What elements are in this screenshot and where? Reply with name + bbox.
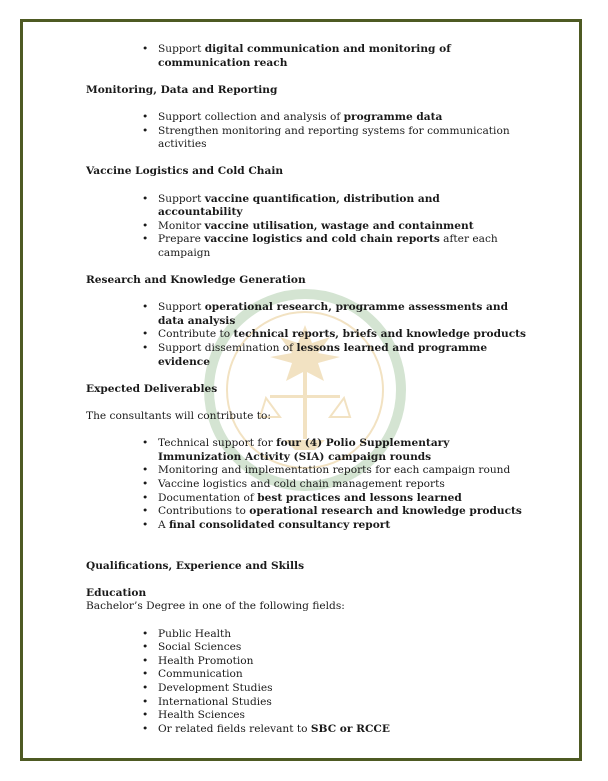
list-item: • International Studies	[158, 696, 526, 710]
subheading-education: Education	[86, 586, 147, 599]
education-intro: Bachelor’s Degree in one of the following fields:	[86, 600, 345, 613]
intro-bullet-list	[86, 43, 526, 70]
section-heading-deliverables: Expected Deliverables	[86, 382, 218, 395]
list-item: • Monitor vaccine utilisation, wastage and containment	[158, 220, 526, 234]
deliverables-intro: The consultants will contribute to:	[86, 410, 271, 423]
list-item: • A final consolidated consultancy report	[158, 519, 526, 533]
list-item: • Documentation of best practices and lessons learned	[158, 492, 526, 506]
list-item: • Health Promotion	[158, 655, 526, 669]
list-item: • Support operational research, programme assessments and data analysis	[158, 301, 526, 328]
list-item: • Development Studies	[158, 682, 526, 696]
list-item: • Health Sciences	[158, 709, 526, 723]
list-item: • Communication	[158, 668, 526, 682]
list-item: • Support vaccine quantification, distribution and accountability	[158, 193, 526, 220]
list-item: • Support collection and analysis of programme data	[158, 111, 526, 125]
section-heading-monitoring: Monitoring, Data and Reporting	[86, 83, 278, 96]
list-item: • Monitoring and implementation reports for each campaign round	[158, 464, 526, 478]
list-item: • Technical support for four (4) Polio Supplementary Immunization Activity (SIA) campaign rounds	[158, 437, 526, 464]
logistics-list	[86, 193, 526, 261]
education-list	[86, 628, 526, 737]
section-heading-qualifications: Qualifications, Experience and Skills	[86, 559, 305, 572]
list-item: • Support dissemination of lessons learned and programme evidence	[158, 342, 526, 369]
document-body	[86, 43, 526, 736]
section-heading-research: Research and Knowledge Generation	[86, 274, 306, 287]
list-item: • Social Sciences	[158, 641, 526, 655]
research-list	[86, 301, 526, 369]
monitoring-list	[86, 111, 526, 152]
list-item: • Support digital communication and monitoring of communication reach	[158, 43, 526, 70]
list-item: • Contributions to operational research and knowledge products	[158, 505, 526, 519]
list-item: • Or related fields relevant to SBC or RCCE	[158, 723, 526, 737]
section-heading-logistics: Vaccine Logistics and Cold Chain	[86, 165, 284, 178]
list-item: • Strengthen monitoring and reporting systems for communication activities	[158, 125, 526, 152]
list-item: • Contribute to technical reports, briefs and knowledge products	[158, 328, 526, 342]
list-item: • Public Health	[158, 628, 526, 642]
deliverables-list	[86, 437, 526, 532]
list-item: • Vaccine logistics and cold chain management reports	[158, 478, 526, 492]
list-item: • Prepare vaccine logistics and cold chain reports after each campaign	[158, 233, 526, 260]
